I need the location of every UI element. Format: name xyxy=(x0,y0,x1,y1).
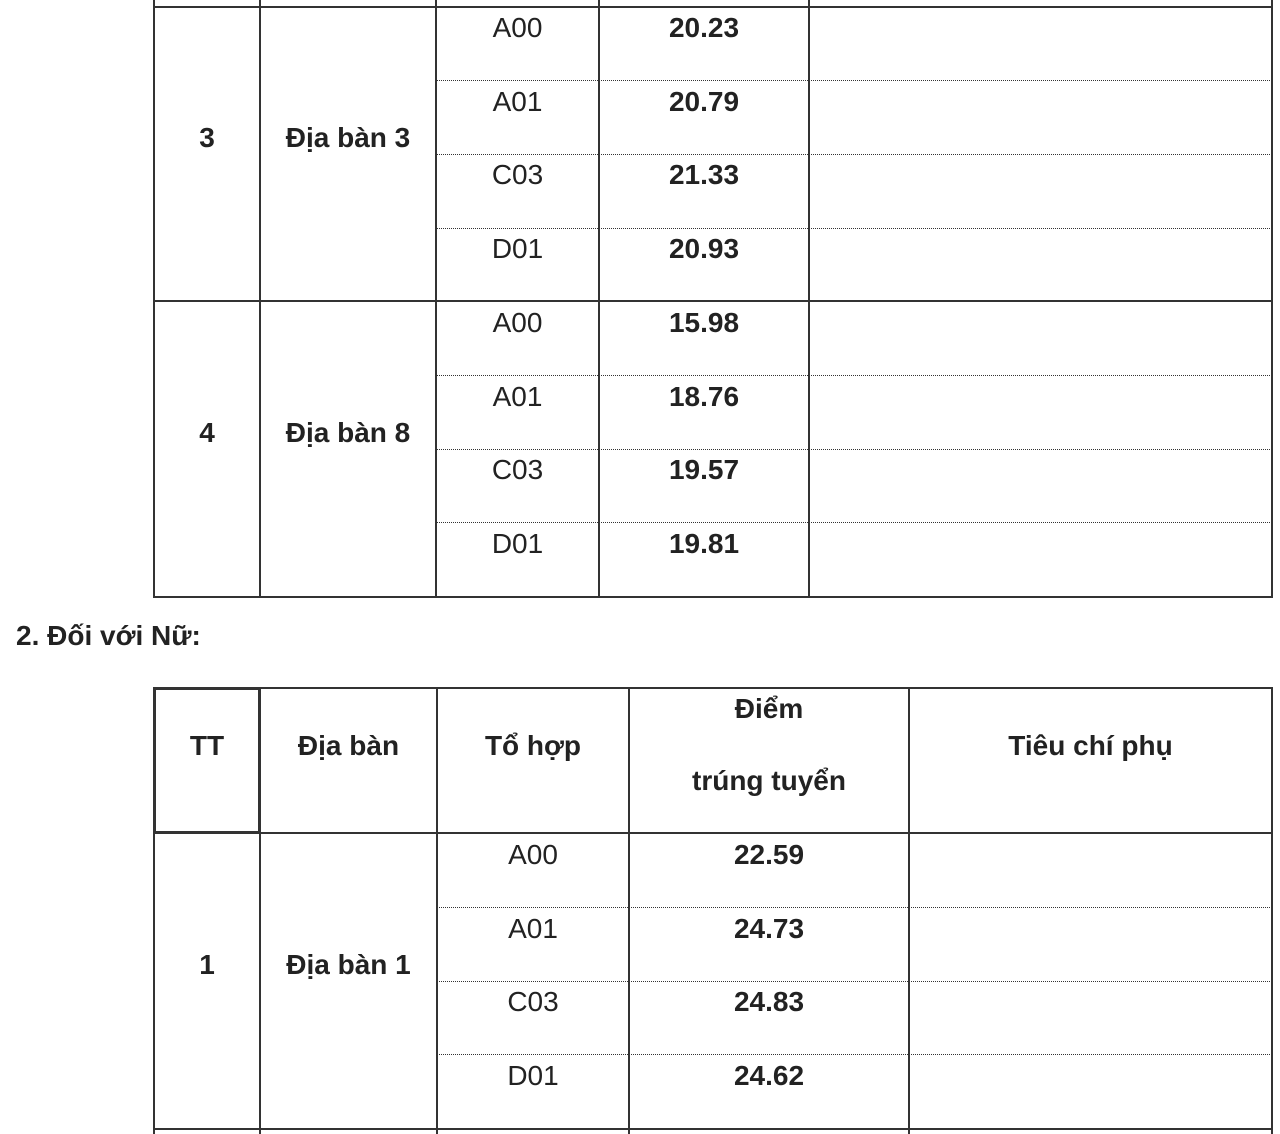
to-hop-cell: D01 xyxy=(507,1060,559,1091)
to-hop-cell: A00 xyxy=(508,839,558,870)
diem-cell: 15.98 xyxy=(668,307,740,338)
tt-cell: 4 xyxy=(199,417,215,448)
table-nam-subrow-divider xyxy=(435,228,1272,229)
to-hop-cell: A01 xyxy=(492,381,543,412)
to-hop-cell: D01 xyxy=(491,233,544,264)
diem-cell: 24.83 xyxy=(733,986,805,1017)
table-nam-row-border xyxy=(153,596,1273,598)
diem-cell: 24.62 xyxy=(733,1060,805,1091)
table-nam-border xyxy=(1271,0,1273,598)
diem-cell: 21.33 xyxy=(668,159,740,190)
dia-ban-cell: Địa bàn 1 xyxy=(286,949,411,980)
table-nam-divider xyxy=(259,0,261,598)
tt-cell: 1 xyxy=(199,949,215,980)
table-nam-divider xyxy=(808,0,810,598)
table-nu-header-border xyxy=(153,832,1273,834)
dia-ban-cell: Địa bàn 3 xyxy=(285,122,411,153)
to-hop-cell: C03 xyxy=(507,986,559,1017)
diem-cell: 22.59 xyxy=(733,839,805,870)
tt-cell: 3 xyxy=(199,122,215,153)
to-hop-cell: A00 xyxy=(492,307,543,338)
header-dia-ban: Địa bàn xyxy=(297,730,400,761)
header-tt: TT xyxy=(189,730,225,761)
diem-cell: 24.73 xyxy=(733,913,805,944)
table-nam-subrow-divider xyxy=(435,522,1272,523)
diem-cell: 20.79 xyxy=(668,86,740,117)
table-nu-border xyxy=(1271,688,1273,1134)
table-nam-subrow-divider xyxy=(435,449,1272,450)
dia-ban-cell: Địa bàn 8 xyxy=(285,417,411,448)
table-nu-top-border xyxy=(153,687,1273,689)
table-nu-subrow-divider xyxy=(436,907,1272,908)
table-nam-border xyxy=(153,0,155,598)
table-nu-subrow-divider xyxy=(436,981,1272,982)
to-hop-cell: C03 xyxy=(491,159,544,190)
to-hop-cell: C03 xyxy=(491,454,544,485)
table-nam-subrow-divider xyxy=(435,154,1272,155)
header-diem-line2: trúng tuyển xyxy=(692,765,846,796)
to-hop-cell: A01 xyxy=(492,86,543,117)
table-nam-row-border xyxy=(153,6,1273,8)
header-tieu-chi-phu: Tiêu chí phụ xyxy=(1008,730,1173,761)
table-nu-subrow-divider xyxy=(436,1054,1272,1055)
section-heading: 2. Đối với Nữ: xyxy=(16,620,201,651)
header-to-hop: Tổ hợp xyxy=(484,730,582,761)
diem-cell: 20.93 xyxy=(668,233,740,264)
to-hop-cell: D01 xyxy=(491,528,544,559)
table-nu-row-border xyxy=(153,1128,1273,1130)
to-hop-cell: A00 xyxy=(492,12,543,43)
diem-cell: 20.23 xyxy=(668,12,740,43)
table-nam-row-border xyxy=(153,300,1273,302)
table-nam-subrow-divider xyxy=(435,375,1272,376)
to-hop-cell: A01 xyxy=(508,913,558,944)
table-nam-subrow-divider xyxy=(435,80,1272,81)
header-diem-line1: Điểm xyxy=(734,693,804,724)
diem-cell: 19.57 xyxy=(668,454,740,485)
diem-cell: 18.76 xyxy=(668,381,740,412)
diem-cell: 19.81 xyxy=(668,528,740,559)
